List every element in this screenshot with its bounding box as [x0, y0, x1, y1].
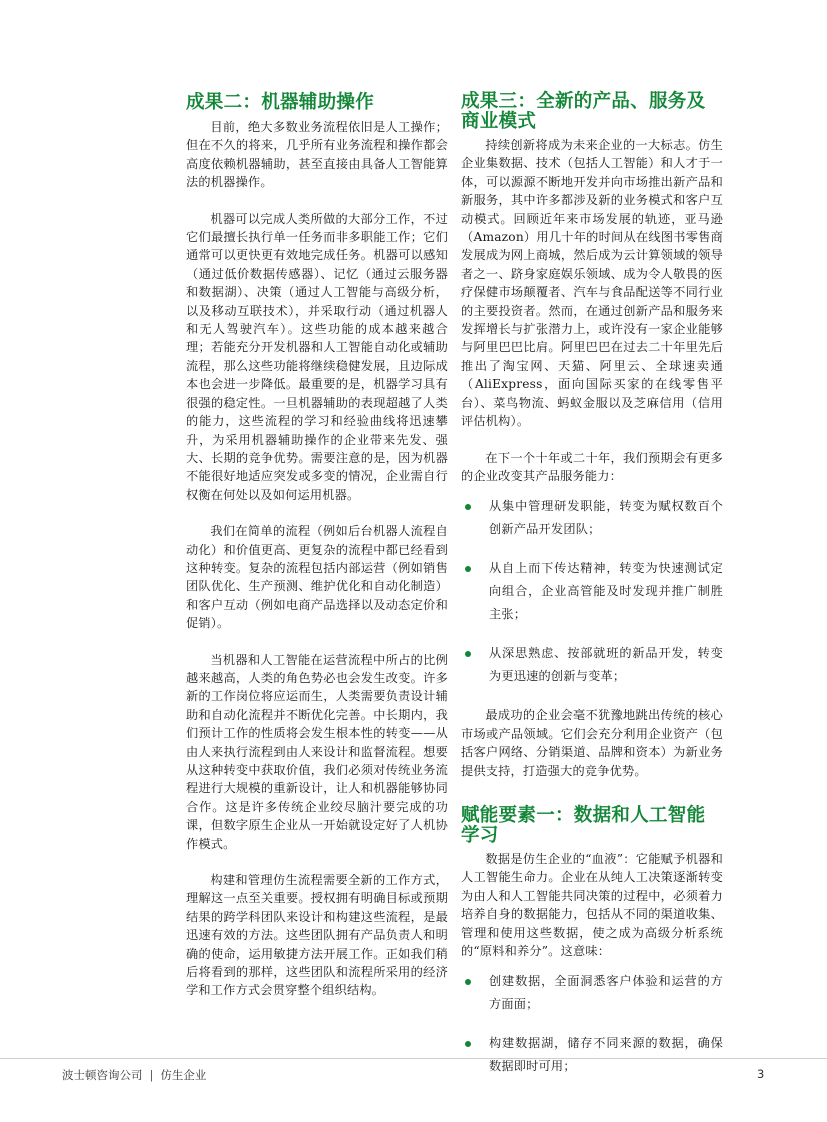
footer-report-title: 仿生企业 [160, 1068, 207, 1082]
paragraph: 持续创新将成为未来企业的一大标志。仿生企业集数据、技术（包括人工智能）和人才于一体，可以源源不断地开发并向市场推出新产品和新服务，其中许多都涉及新的业务模式和客户互动模式。回顾近年来市场发展的轨迹，亚马逊（Amazon）用几十年的时间从在线图书零售商发展成为网上商城，然后成为云计算领域的领导者之一、跻身家庭娱乐领域、成为令人敬畏的医疗保健市场颠覆者、汽车与食品配送等不同行业的主要投资者。然而，在通过创新产品和服务来发挥增长与扩张潜力上，或许没有一家企业能够与阿里巴巴比肩。阿里巴巴在过去二十年里先后推出了淘宝网、天猫、阿里云、全球速卖通（AliExpress，面向国际买家的在线零售平台）、菜鸟物流、蚂蚁金服以及芝麻信用（信用评估机构）。 [461, 138, 723, 429]
footer-separator: | [149, 1068, 154, 1082]
bullet-list [461, 495, 723, 688]
list-item [461, 970, 723, 1016]
bullet-icon [465, 504, 471, 510]
paragraph: 机器可以完成人类所做的大部分工作，不过它们最擅长执行单一任务而非多职能工作；它们通常可以更快更有效地完成任务。机器可以感知（通过低价数据传感器）、记忆（通过云服务器和数据湖）、决策（通过人工智能与高级分析，以及移动互联技术），并采取行动（通过机器人和无人驾驶汽车）。这些功能的成本越来越合理；若能充分开发机器和人工智能自动化或辅助流程，那么这些功能将继续稳健发展，且边际成本也会进一步降低。最重要的是，机器学习具有很强的稳定性。一旦机器辅助的表现超越了人类的能力，这些流程的学习和经验曲线将迅速攀升，为采用机器辅助操作的企业带来先发、强大、长期的竞争优势。需要注意的是，因为机器不能很好地适应突发或多变的情况，企业需自行权衡在何处以及如何运用机器。 [186, 211, 448, 502]
bullet-icon [465, 979, 471, 985]
right-column [461, 92, 723, 1096]
footer-text [62, 1067, 206, 1083]
paragraph: 构建和管理仿生流程需要全新的工作方式，理解这一点至关重要。授权拥有明确目标或预期结果的跨学科团队来设计和构建这些流程，是最迅速有效的方法。这些团队拥有产品负责人和明确的使命，运用敏捷方法开展工作。正如我们稍后将看到的那样，这些团队和流程所采用的经济学和工作方式会贯穿整个组织结构。 [186, 873, 448, 998]
list-item-text: 从深思熟虑、按部就班的新品开发，转变为更迅速的创新与变革； [489, 646, 723, 684]
paragraph: 当机器和人工智能在运营流程中所占的比例越来越高，人类的角色势必也会发生改变。许多新的工作岗位将应运而生，人类需要负责设计辅助和自动化流程并不断优化完善。中长期内，我们预计工作的性质将会发生根本性的转变——从由人来执行流程到由人来设计和监督流程。想要从这种转变中获取价值，我们必须对传统业务流程进行大规模的重新设计，让人和机器能够协同合作。这是许多传统企业绞尽脑汁要完成的功课，但数字原生企业从一开始就设定好了人机协作模式。 [186, 652, 448, 851]
page-number: 3 [757, 1067, 765, 1081]
paragraph: 我们在简单的流程（例如后台机器人流程自动化）和价值更高、更复杂的流程中都已经看到这种转变。复杂的流程包括内部运营（例如销售团队优化、生产预测、维护优化和自动化制造）和客户互动（例如电商产品选择以及动态定价和促销）。 [186, 524, 448, 631]
list-item-text: 从集中管理研发职能，转变为赋权数百个创新产品开发团队； [489, 499, 723, 537]
bullet-icon [465, 566, 471, 572]
paragraph: 数据是仿生企业的“血液”：它能赋予机器和人工智能生命力。企业在从纯人工决策逐渐转变为由人和人工智能共同决策的过程中，必须着力培养自身的数据能力，包括从不同的渠道收集、管理和使用这些数据，使之成为高级分析系统的“原料和养分”。这意味： [461, 851, 723, 958]
list-item [461, 1032, 723, 1078]
list-item [461, 642, 723, 688]
list-item-text: 从自上而下传达精神，转变为快速测试定向组合，企业高管能及时发现并推广制胜主张； [489, 561, 723, 622]
list-item-text: 构建数据湖，储存不同来源的数据，确保数据即时可用； [489, 1036, 723, 1074]
section-title-outcome-three: 成果三：全新的产品、服务及商业模式 [461, 91, 706, 132]
list-item [461, 495, 723, 541]
bullet-icon [465, 1041, 471, 1047]
section-title-outcome-two: 成果二：机器辅助操作 [186, 92, 375, 113]
footer-divider [0, 1058, 827, 1059]
bullet-icon [465, 651, 471, 657]
paragraph: 在下一个十年或二十年，我们预期会有更多的企业改变其产品服务能力： [461, 450, 723, 483]
section-title-enabler-one: 赋能要素一：数据和人工智能学习 [461, 804, 706, 846]
left-column [186, 92, 448, 1018]
paragraph: 最成功的企业会毫不犹豫地跳出传统的核心市场或产品领域。它们会充分利用企业资产（包括客户网络、分销渠道、品牌和资本）为新业务提供支持，打造强大的竞争优势。 [461, 708, 723, 778]
bullet-list [461, 970, 723, 1078]
paragraph: 目前，绝大多数业务流程依旧是人工操作；但在不久的将来，几乎所有业务流程和操作都会高度依赖机器辅助，甚至直接由具备人工智能算法的机器操作。 [186, 120, 448, 190]
list-item [461, 557, 723, 626]
footer-company: 波士顿咨询公司 [62, 1068, 143, 1082]
list-item-text: 创建数据，全面洞悉客户体验和运营的方方面面； [489, 974, 723, 1012]
